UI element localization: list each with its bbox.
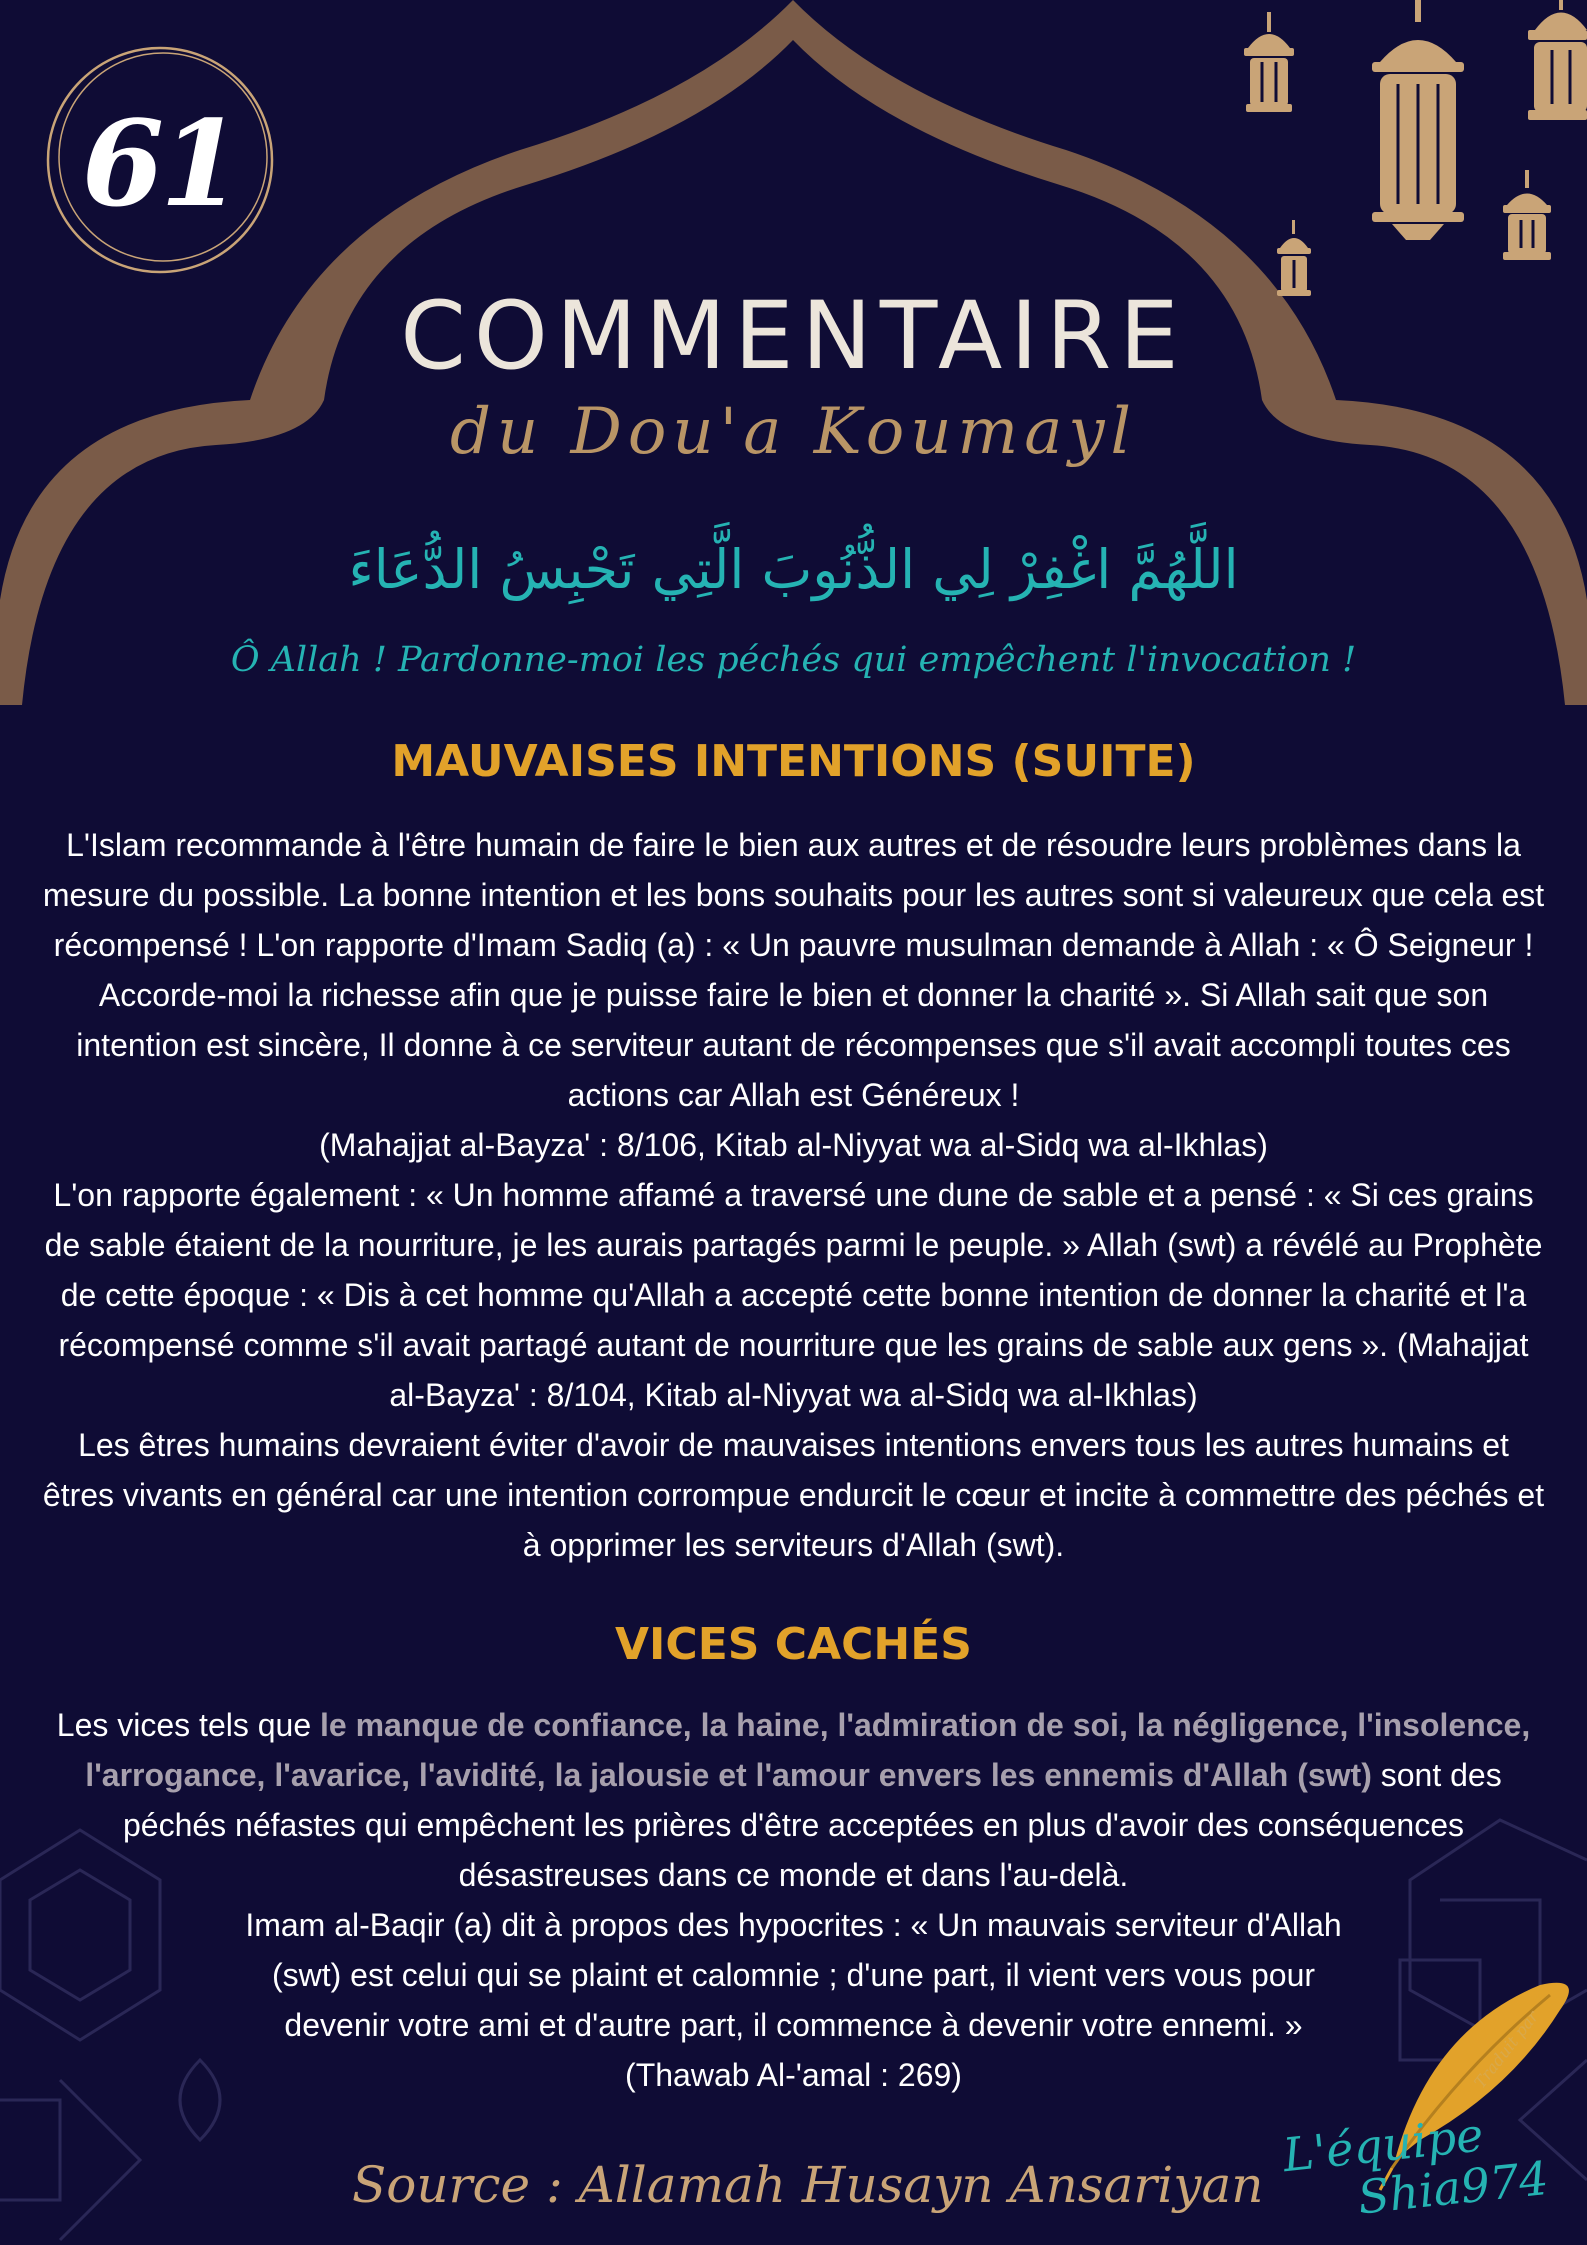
brand-translated-by: Traduit par <box>1470 2007 1543 2092</box>
source-credit: Source : Allamah Husayn Ansariyan <box>352 2156 1264 2214</box>
brand-line: L'équipe <box>1280 2107 1486 2183</box>
section-body-intentions <box>40 820 1547 1570</box>
quote-line: Imam al-Baqir (a) dit à propos des hypocrites : « Un mauvais serviteur d'Allah <box>245 1907 1342 1943</box>
paragraph: L'on rapporte également : « Un homme affamé a traversé une dune de sable et a pensé : « Si ces grains de sable étaient de la nourriture, je les aurais partagés parmi le peuple. » Allah (swt) a révélé au Prophète de cette époque : « Dis à cet homme qu'Allah a accepté cette bonne intention de donner la charité et l'a récompensé comme s'il avait partagé autant de nourriture que les grains de sable aux gens ». (Mahajjat al-Bayza' : 8/104, Kitab al-Niyyat wa al-Sidq wa al-Ikhlas) <box>44 1177 1543 1413</box>
quote-line: devenir votre ami et d'autre part, il commence à devenir votre ennemi. » <box>284 2007 1303 2043</box>
paragraph: Les êtres humains devraient éviter d'avoir de mauvaises intentions envers tous les autres humains et êtres vivants en général car une intention corrompue endurcit le cœur et incite à commettre des péchés et à opprimer les serviteurs d'Allah (swt). <box>42 1427 1545 1563</box>
page-number: 61 <box>81 93 239 233</box>
lantern-icon <box>1244 0 1587 296</box>
section-heading-vices: VICES CACHÉS <box>615 1619 972 1670</box>
quote-line: (swt) est celui qui se plaint et calomnie ; d'une part, il vient vers vous pour <box>271 1957 1316 1993</box>
vices-list: le manque de confiance, la haine, l'admiration de soi, la négligence, l'insolence, l'arrogance, l'avarice, l'avidité, la jalousie et l'amour envers les ennemis d'Allah (swt) <box>85 1707 1531 1793</box>
page-title: COMMENTAIRE <box>400 282 1187 391</box>
section-body-vices <box>40 1700 1547 2100</box>
paragraph-rest: sont des péchés néfastes qui empêchent les prières d'être acceptées en plus d'avoir des conséquences désastreuses dans ce monde et dans l'au-delà. <box>122 1757 1502 1893</box>
citation: (Thawab Al-'amal : 269) <box>625 2057 962 2093</box>
paragraph-intro: Les vices tels que <box>56 1707 321 1743</box>
section-heading-intentions: MAUVAISES INTENTIONS (SUITE) <box>391 736 1196 787</box>
paragraph: L'Islam recommande à l'être humain de faire le bien aux autres et de résoudre leurs problèmes dans la mesure du possible. La bonne intention et les bons souhaits pour les autres sont si valeureux que cela est récompensé ! L'on rapporte d'Imam Sadiq (a) : « Un pauvre musulman demande à Allah : « Ô Seigneur ! Accorde-moi la richesse afin que je puisse faire le bien et donner la charité ». Si Allah sait que son intention est sincère, Il donne à ce serviteur autant de récompenses que s'il avait accompli toutes ces actions car Allah est Généreux ! <box>42 827 1545 1113</box>
verse-translation: Ô Allah ! Pardonne-moi les péchés qui empêchent l'invocation ! <box>230 640 1357 680</box>
page-subtitle: du Dou'a Koumayl <box>450 395 1137 469</box>
arabic-verse: اللَّهُمَّ اغْفِرْ لِي الذُّنُوبَ الَّتِي تَحْبِسُ الدُّعَاءَ <box>348 538 1239 601</box>
citation: (Mahajjat al-Bayza' : 8/106, Kitab al-Niyyat wa al-Sidq wa al-Ikhlas) <box>319 1127 1268 1163</box>
brand-line: Shia974 <box>1355 2150 1551 2225</box>
